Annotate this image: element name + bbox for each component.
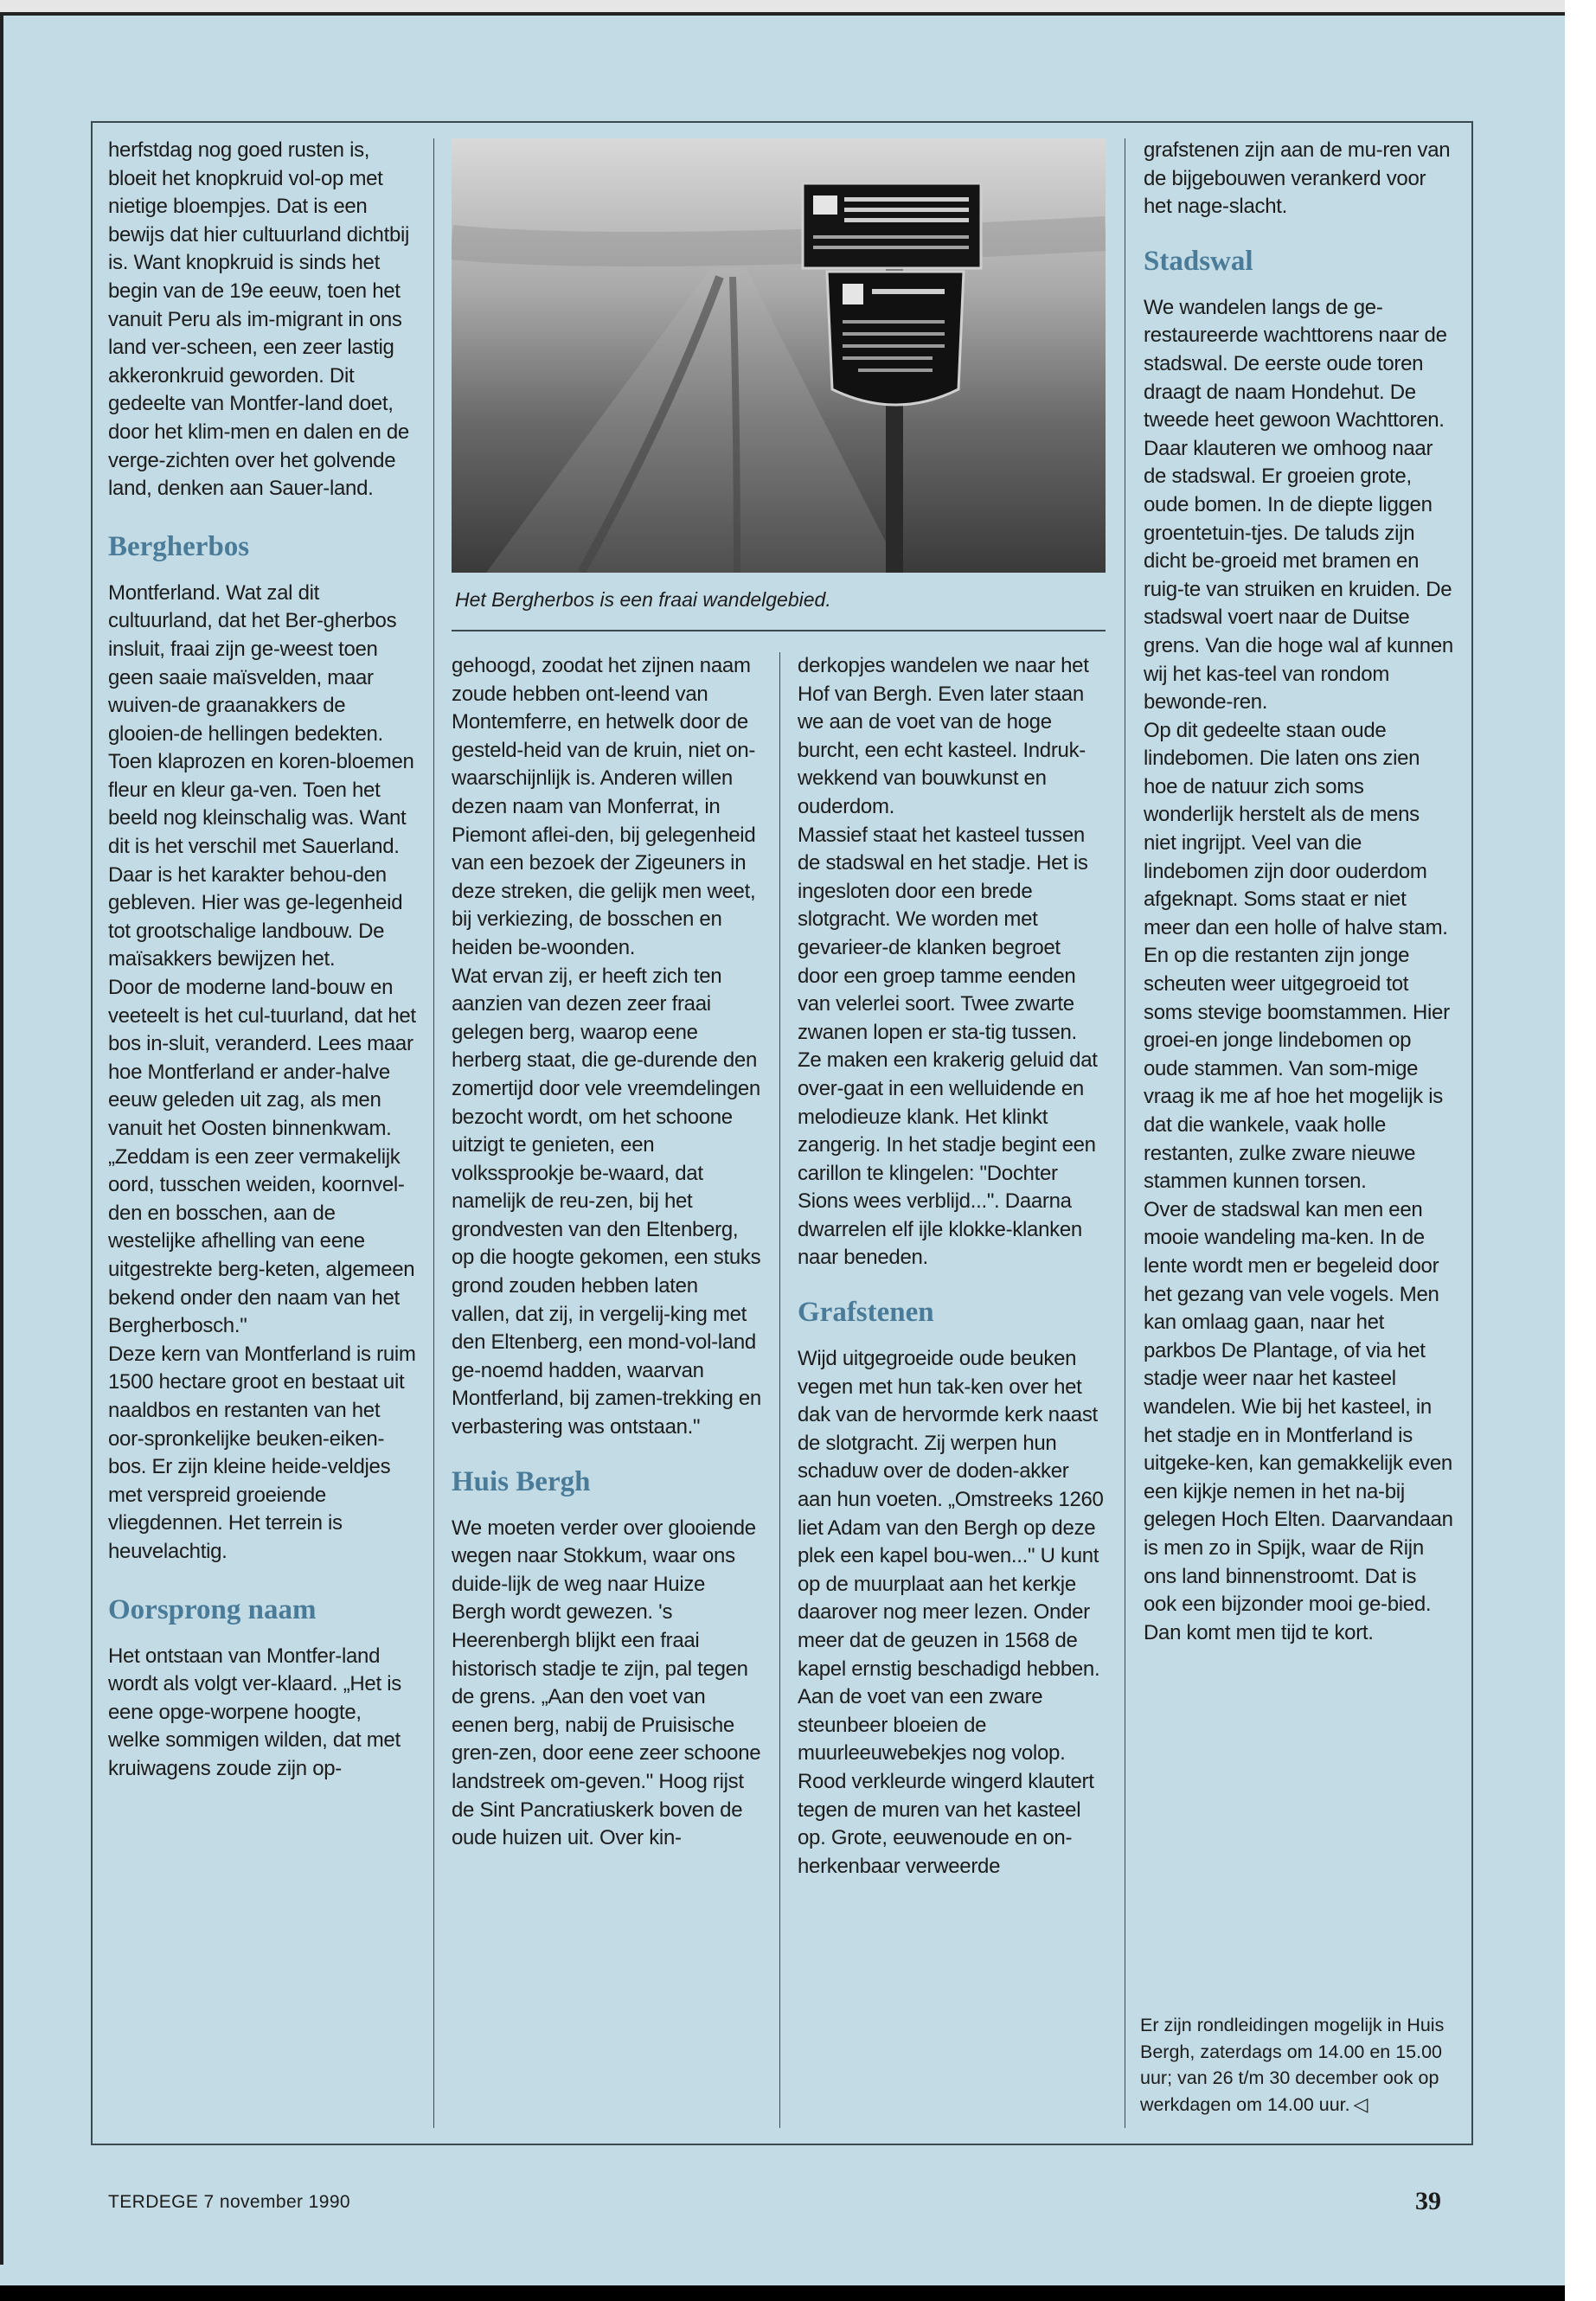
- footer-publication: TERDEGE 7 november 1990: [108, 2192, 350, 2212]
- stadswal-paragraph-2: Op dit gedeelte staan oude lindebomen. Die laten ons zien hoe de natuur zich soms wonderlijk herstelt als de mens niet ingrijpt. Veel van die lindebomen zijn door ouderdom afgeknapt. Soms staat er niet meer dan een holle of halve stam. En op die restanten zijn jonge scheuten weer uitgegroeid tot soms stevige boomstammen. Hier groei-en jonge lindebomen op oude stammen. Van som-mige vraag ik me af hoe het mogelijk is dat die wankele, vaak holle restanten, zulke zware nieuwe stammen kunnen torsen.: [1144, 718, 1450, 1194]
- photo-bergherbos-sign: [452, 138, 1106, 573]
- column-rule-2: [779, 652, 780, 2128]
- bergherbos-paragraph-2: Door de moderne land-bouw en veeteelt is het cul-tuurland, dat het bos in-sluit, veranderd. Lees maar hoe Montferland er ander-halve eeuw geleden uit zag, als men vanuit het Oosten binnenkwam. „Zeddam is een zeer vermakelijk oord, tusschen weiden, koornvel-den en bosschen, aan de westelijke afhelling van eene uitgestrekte berg-keten, algemeen bekend onder den naam van het Bergherbosch.": [108, 976, 416, 1338]
- caption-rule: [452, 630, 1106, 631]
- tour-info-text: Er zijn rondleidingen mogelijk in Huis Bergh, zaterdags om 14.00 en 15.00 uur; van 26 t/m 30 december ook op werkdagen om 14.00 uur.: [1140, 2015, 1445, 2115]
- column-4: [1144, 137, 1453, 1647]
- huis-bergh-paragraph-1: We moeten verder over glooiende wegen naar Stokkum, waar ons duide-lijk de weg naar Huize Bergh wordt gewezen. 's Heerenbergh blijkt een fraai historisch stadje te zijn, pal tegen de grens. „Aan den voet van eenen berg, nabij de Pruisische gren-zen, door eene zeer schoone landstreek om-geven." Hoog rijst de Sint Pancratiuskerk boven de oude huizen uit. Over kin-: [452, 1516, 761, 1850]
- huis-bergh-paragraph-2: derkopjes wandelen we naar het Hof van Bergh. Even later staan we aan de voet van de hoge burcht, een echt kasteel. Indruk-wekkend van bouwkunst en ouderdom.: [798, 654, 1089, 818]
- stadswal-paragraph-1: We wandelen langs de ge-restaureerde wachttorens naar de stadswal. De eerste oude toren draagt de naam Hondehut. De tweede heet gewoon Wachttoren. Daar klauteren we omhoog naar de stadswal. Er groeien grote, oude bomen. In de diepte liggen groentetuin-tjes. De taluds zijn dicht be-groeid met bramen en ruig-te van struiken en kruiden. De stadswal voert naar de Duitse grens. Van die hoge wal af kunnen wij het kas-teel van rondom bewonde-ren.: [1144, 295, 1453, 715]
- heading-stadswal: Stadswal: [1144, 245, 1253, 277]
- heading-oorsprong-naam: Oorsprong naam: [108, 1593, 317, 1625]
- bergherbos-paragraph-1: Montferland. Wat zal dit cultuurland, dat het Ber-gherbos insluit, fraai zijn ge-weest toen geen saaie maïsvelden, maar wuiven-de graanakkers de glooien-de hellingen bedekten. Toen klaprozen en koren-bloemen fleur en kleur ga-ven. Toen het beeld nog kleinschalig was. Want dit is het verschil met Sauerland. Daar is het karakter behou-den gebleven. Hier was ge-legenheid tot grootschalige landbouw. De maïsakkers bewijzen het.: [108, 580, 414, 971]
- scan-top-edge: [0, 0, 1596, 16]
- oorsprong-paragraph-2: gehoogd, zoodat het zijnen naam zoude hebben ont-leend van Montemferre, en hetwelk door de gesteld-heid van de kruin, niet on-waarschijnlijk is. Anderen willen dezen naam van Monferrat, in Piemont aflei-den, bij gelegenheid van een bezoek der Zigeuners in deze streken, die gelijk men weet, bij verkiezing, de bosschen en heiden be-woonden.: [452, 654, 756, 959]
- column-2: [452, 652, 761, 1853]
- intro-paragraph: herfstdag nog goed rusten is, bloeit het knopkruid vol-op met nietige bloempjes. Dat is een bewijs dat hier cultuurland dichtbij is. Want knopkruid is sinds het begin van de 19e eeuw, toen het vanuit Peru als im-migrant in ons land ver-scheen, een zeer lastig akkeronkruid geworden. Dit gedeelte van Montfer-land doet, door het klim-men en dalen en de verge-zichten over het golvende land, denken aan Sauer-land.: [108, 138, 410, 501]
- heading-grafstenen: Grafstenen: [798, 1297, 934, 1329]
- scan-right-margin: [1565, 0, 1596, 2301]
- heading-bergherbos: Bergherbos: [108, 530, 250, 562]
- stadswal-paragraph-3: Over de stadswal kan men een mooie wandeling ma-ken. In de lente wordt men er begeleid door het gezang van vele vogels. Men kan omlaag gaan, naar het parkbos De Plantage, of via het stadje weer naar het kasteel wandelen. Wie bij het kasteel, in het stadje en in Montferland is uitgeke-ken, kan gemakkelijk even een kijkje nemen in het na-bij gelegen Hoch Elten. Daarvandaan is men zo in Spijk, waar de Rijn ons land binnenstroomt. Dat is ook een bijzonder mooi ge-bied. Dan komt men tijd te kort.: [1144, 1197, 1453, 1644]
- photo-caption: Het Bergherbos is een fraai wandelgebied.: [455, 588, 831, 611]
- column-1: [108, 137, 416, 1783]
- oorsprong-paragraph-1: Het ontstaan van Montfer-land wordt als volgt ver-klaard. „Het is eene opge-worpene hoogte, welke sommigen wilden, dat met kruiwagens zoude zijn op-: [108, 1644, 401, 1780]
- huis-bergh-paragraph-3: Massief staat het kasteel tussen de stadswal en het stadje. Het is ingesloten door een brede slotgracht. We worden met gevarieer-de klanken begroet door een groep tamme eenden van velerlei soort. Twee zwarte zwanen lopen er sta-tig tussen. Ze maken een krakerig geluid dat over-gaat in een welluidende en melodieuze klank. Het klinkt zangerig. In het stadje begint een carillon te klingelen: "Dochter Sions wees verblijd...". Daarna dwarrelen elf ijle klokke-klanken naar beneden.: [798, 823, 1098, 1270]
- bergherbos-paragraph-3: Deze kern van Montferland is ruim 1500 hectare groot en bestaat uit naaldbos en restanten van het oor-spronkelijke beuken-eiken-bos. Er zijn kleine heide-veldjes met verspreid groeiende vliegdennen. Het terrein is heuvelachtig.: [108, 1342, 416, 1563]
- tour-info-note: [1140, 2012, 1460, 2118]
- oorsprong-paragraph-3: Wat ervan zij, er heeft zich ten aanzien van dezen zeer fraai gelegen berg, waarop eene herberg staat, die ge-durende den zomertijd door vele vreemdelingen bezocht wordt, om het schoone uitzigt te genieten, een volkssprookje be-waard, dat namelijk de reu-zen, bij het grondvesten van den Eltenberg, op die hoogte gekomen, een stuks grond zouden hebben laten vallen, dat zij, in vergelij-king met den Eltenberg, een mond-vol-land ge-noemd hadden, waarvan Montferland, bij zamen-trekking en verbastering was ontstaan.": [452, 964, 761, 1439]
- page-number: 39: [1415, 2187, 1441, 2215]
- column-3: [798, 652, 1106, 1881]
- scan-bottom-edge: [0, 2285, 1596, 2301]
- article-photo: [452, 138, 1106, 573]
- grafstenen-paragraph-2: grafstenen zijn aan de mu-ren van de bijgebouwen verankerd voor het nage-slacht.: [1144, 138, 1451, 219]
- column-rule-1: [433, 138, 434, 2128]
- end-marker-icon: ◁: [1353, 2093, 1368, 2115]
- grafstenen-paragraph-1: Wijd uitgegroeide oude beuken vegen met hun tak-ken over het dak van de hervormde kerk naast de slotgracht. Zij werpen hun schaduw over de doden-akker aan hun voeten. „Omstreeks 1260 liet Adam van den Bergh op deze plek een kapel bou-wen..." U kunt op de muurplaat aan het kerkje daarover nog meer lezen. Onder meer dat de geuzen in 1568 de kapel ernstig beschadigd hebben. Aan de voet van een zware steunbeer bloeien de muurleeuwebekjes nog volop. Rood verkleurde wingerd klautert tegen de muren van het kasteel op. Grote, eeuwenoude en on-herkenbaar verweerde: [798, 1347, 1104, 1878]
- heading-huis-bergh: Huis Bergh: [452, 1465, 591, 1497]
- scan-left-edge: [0, 16, 3, 2265]
